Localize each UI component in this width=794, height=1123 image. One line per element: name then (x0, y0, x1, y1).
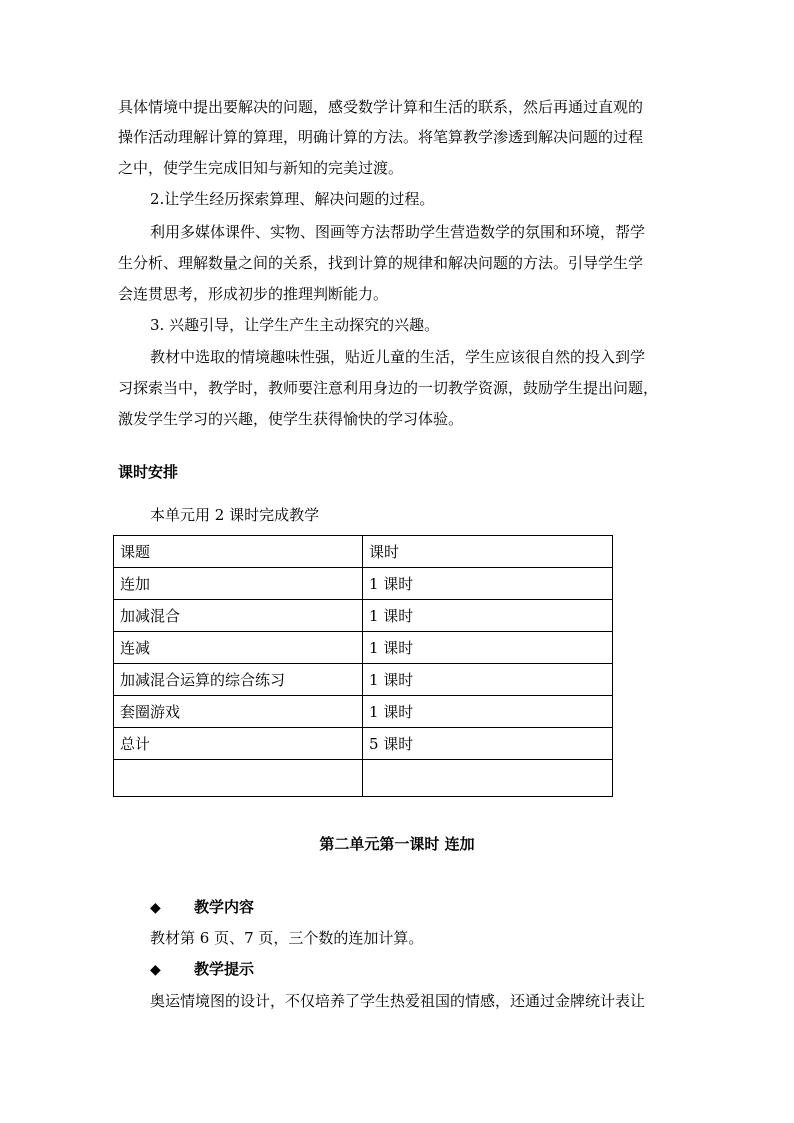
schedule-heading: 课时安排 (118, 463, 179, 481)
schedule-intro: 本单元用 2 课时完成教学 (150, 506, 320, 524)
table-cell: 1 课时 (363, 568, 613, 600)
point-heading: 2.让学生经历探索算理、解决问题的过程。 (150, 190, 435, 208)
table-cell: 1 课时 (363, 632, 613, 664)
hint-label: 教学提示 (194, 960, 255, 978)
point-heading: 3. 兴趣引导，让学生产生主动探究的兴趣。 (150, 316, 440, 334)
table-cell: 总计 (114, 728, 363, 760)
content-label: 教学内容 (194, 898, 255, 916)
schedule-table (113, 535, 613, 797)
diamond-bullet-icon: ◆ (150, 900, 161, 916)
text-line: 具体情境中提出要解决的问题，感受数学计算和生活的联系，然后再通过直观的 (118, 98, 644, 116)
table-row (114, 600, 613, 632)
table-cell (114, 760, 363, 797)
table-header-row (114, 536, 613, 568)
table-cell: 套圈游戏 (114, 696, 363, 728)
table-cell: 连减 (114, 632, 363, 664)
text-line: 激发学生学习的兴趣，使学生获得愉快的学习体验。 (118, 410, 464, 428)
table-cell: 1 课时 (363, 696, 613, 728)
table-cell: 1 课时 (363, 600, 613, 632)
table-row (114, 632, 613, 664)
table-cell: 连加 (114, 568, 363, 600)
text-line: 会连贯思考，形成初步的推理判断能力。 (118, 285, 389, 303)
content-bullet (150, 897, 254, 918)
text-line: 教材中选取的情境趣味性强，贴近儿童的生活，学生应该很自然的投入到学 (150, 348, 646, 366)
table-row (114, 664, 613, 696)
text-line: 之中，使学生完成旧知与新知的完美过渡。 (118, 159, 404, 177)
lesson-title: 第二单元第一课时 连加 (319, 835, 475, 853)
text-line: 生分析、理解数量之间的关系，找到计算的规律和解决问题的方法。引导学生学 (118, 254, 644, 272)
table-row (114, 696, 613, 728)
diamond-bullet-icon: ◆ (150, 962, 161, 978)
table-cell: 5 课时 (363, 728, 613, 760)
table-row (114, 760, 613, 797)
table-header-cell: 课题 (114, 536, 363, 568)
hint-text: 奥运情境图的设计，不仅培养了学生热爱祖国的情感，还通过金牌统计表让 (150, 992, 646, 1010)
table-row (114, 568, 613, 600)
content-text: 教材第 6 页、7 页，三个数的连加计算。 (150, 929, 424, 947)
table-cell: 1 课时 (363, 664, 613, 696)
table-cell (363, 760, 613, 797)
text-line: 习探索当中，教学时，教师要注意利用身边的一切教学资源，鼓励学生提出问题， (118, 379, 659, 397)
text-line: 利用多媒体课件、实物、图画等方法帮助学生营造数学的氛围和环境，帮学 (150, 223, 646, 241)
table-cell: 加减混合 (114, 600, 363, 632)
text-line: 操作活动理解计算的算理，明确计算的方法。将笔算教学渗透到解决问题的过程 (118, 128, 644, 146)
table-row (114, 728, 613, 760)
hint-bullet (150, 959, 254, 980)
table-cell: 加减混合运算的综合练习 (114, 664, 363, 696)
table-header-cell: 课时 (363, 536, 613, 568)
